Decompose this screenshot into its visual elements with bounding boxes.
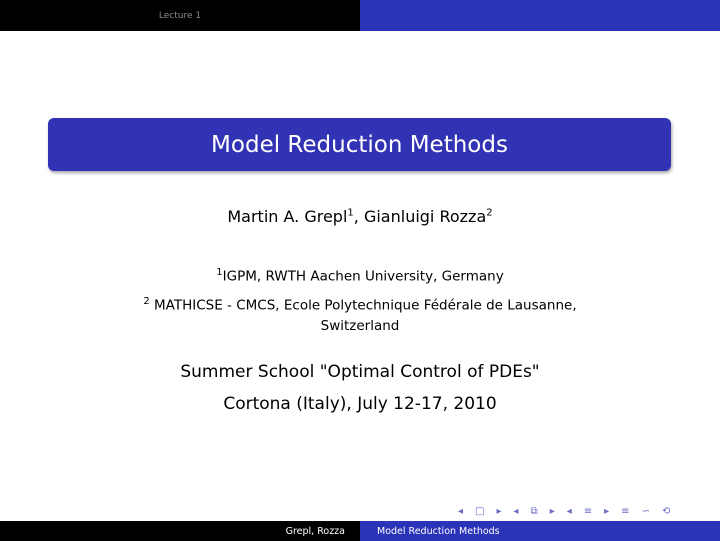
- footer-author: Grepl, Rozza: [285, 525, 345, 537]
- navigation-symbols: [458, 505, 670, 517]
- header-bar: [0, 0, 720, 31]
- affiliation-2-text-line1: MATHICSE - CMCS, Ecole Polytechnique Fédérale de Lausanne,: [154, 297, 577, 314]
- author-name-2: Gianluigi Rozza: [363, 207, 487, 226]
- nav-zoom-icon[interactable]: ⟲: [661, 505, 671, 517]
- nav-section-forward-icon[interactable]: ▸: [604, 505, 610, 517]
- event-location-date: [0, 394, 720, 414]
- nav-subsection-forward-icon[interactable]: ▸: [549, 505, 555, 517]
- event-location-date-text: Cortona (Italy), July 12-17, 2010: [223, 394, 497, 414]
- footer-title-panel[interactable]: [360, 521, 720, 541]
- nav-search-icon[interactable]: ∽: [641, 505, 650, 517]
- author-1-affiliation-mark: 1: [347, 207, 354, 219]
- affiliation-2-text-line2: Switzerland: [320, 317, 400, 334]
- header-section[interactable]: [0, 0, 360, 31]
- authors: [0, 207, 720, 226]
- nav-appendix-icon[interactable]: ≡: [621, 505, 630, 517]
- nav-section-back-icon[interactable]: ◂: [566, 505, 572, 517]
- affiliation-2-mark: 2: [143, 296, 150, 307]
- presentation-title: Model Reduction Methods: [211, 131, 508, 158]
- affiliation-2: [0, 292, 720, 336]
- header-section-label: Lecture 1: [158, 10, 202, 21]
- nav-frame-forward-icon[interactable]: ▸: [496, 505, 502, 517]
- footer-author-panel[interactable]: [0, 521, 360, 541]
- title-block: [48, 118, 671, 171]
- nav-frame-icon[interactable]: □: [475, 505, 485, 517]
- footer-title: Model Reduction Methods: [377, 525, 500, 537]
- author-2-affiliation-mark: 2: [486, 207, 493, 219]
- affiliation-1-text: IGPM, RWTH Aachen University, Germany: [222, 268, 504, 285]
- affiliation-1-mark: 1: [216, 267, 223, 278]
- event-name-text: Summer School "Optimal Control of PDEs": [180, 362, 540, 382]
- nav-section-icon[interactable]: ≡: [583, 505, 593, 517]
- event-name: [0, 362, 720, 382]
- affiliation-1: [0, 263, 720, 287]
- author-separator: ,: [353, 207, 364, 226]
- nav-subsection-icon[interactable]: ⧉: [530, 505, 538, 517]
- author-name-1: Martin A. Grepl: [227, 207, 348, 226]
- nav-subsection-back-icon[interactable]: ◂: [513, 505, 519, 517]
- nav-frame-back-icon[interactable]: ◂: [458, 505, 464, 517]
- header-right-panel: [360, 0, 720, 31]
- footer-bar: [0, 521, 720, 541]
